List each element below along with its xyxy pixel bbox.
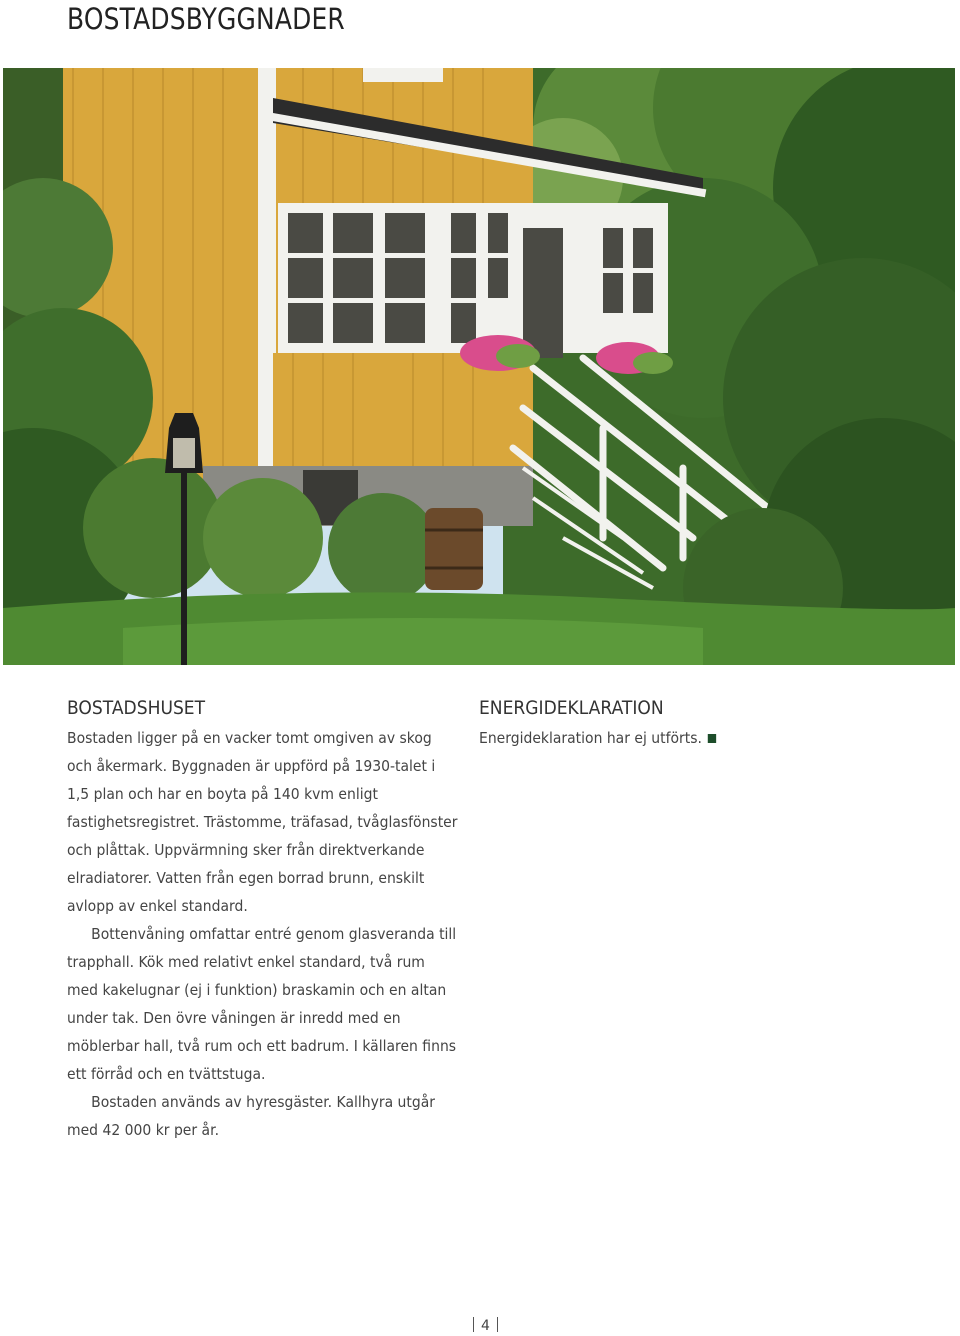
page-number — [466, 1316, 505, 1336]
page-number-value: 4 — [481, 1318, 490, 1334]
section-heading-energideklaration: ENERGIDEKLARATION — [479, 697, 664, 719]
energideklaration-text: Energideklaration har ej utförts. — [479, 729, 702, 747]
house-photo — [3, 68, 955, 665]
bostadshuset-body — [67, 724, 458, 1144]
energideklaration-section — [479, 696, 779, 752]
paragraph: Bostaden används av hyresgäster. Kallhyra utgår med 42 000 kr per år. — [67, 1093, 436, 1139]
section-heading-bostadshuset: BOSTADSHUSET — [67, 697, 206, 719]
paragraph: Bottenvåning omfattar entré genom glasveranda till trapphall. Kök med relativt enkel standard, två rum med kakelugnar (ej i funktion) braskamin och en altan under tak. Den övre våningen är inredd med en möblerbar hall, två rum och ett badrum. I källaren finns ett förråd och en tvättstuga. — [67, 925, 457, 1083]
divider — [473, 1317, 474, 1332]
energideklaration-body — [479, 724, 777, 752]
end-marker-icon — [708, 734, 716, 743]
divider — [497, 1317, 498, 1332]
bostadshuset-section — [67, 696, 457, 1144]
paragraph: Bostaden ligger på en vacker tomt omgiven av skog och åkermark. Byggnaden är uppförd på 1930-talet i 1,5 plan och har en boyta på 140 kvm enligt fastighetsregistret. Trästomme, träfasad, tvåglasfönster och plåttak. Uppvärmning sker från direktverkande elradiatorer. Vatten från egen borrad brunn, enskilt avlopp av enkel standard. — [67, 729, 458, 915]
page-title: BOSTADSBYGGNADER — [67, 2, 345, 36]
